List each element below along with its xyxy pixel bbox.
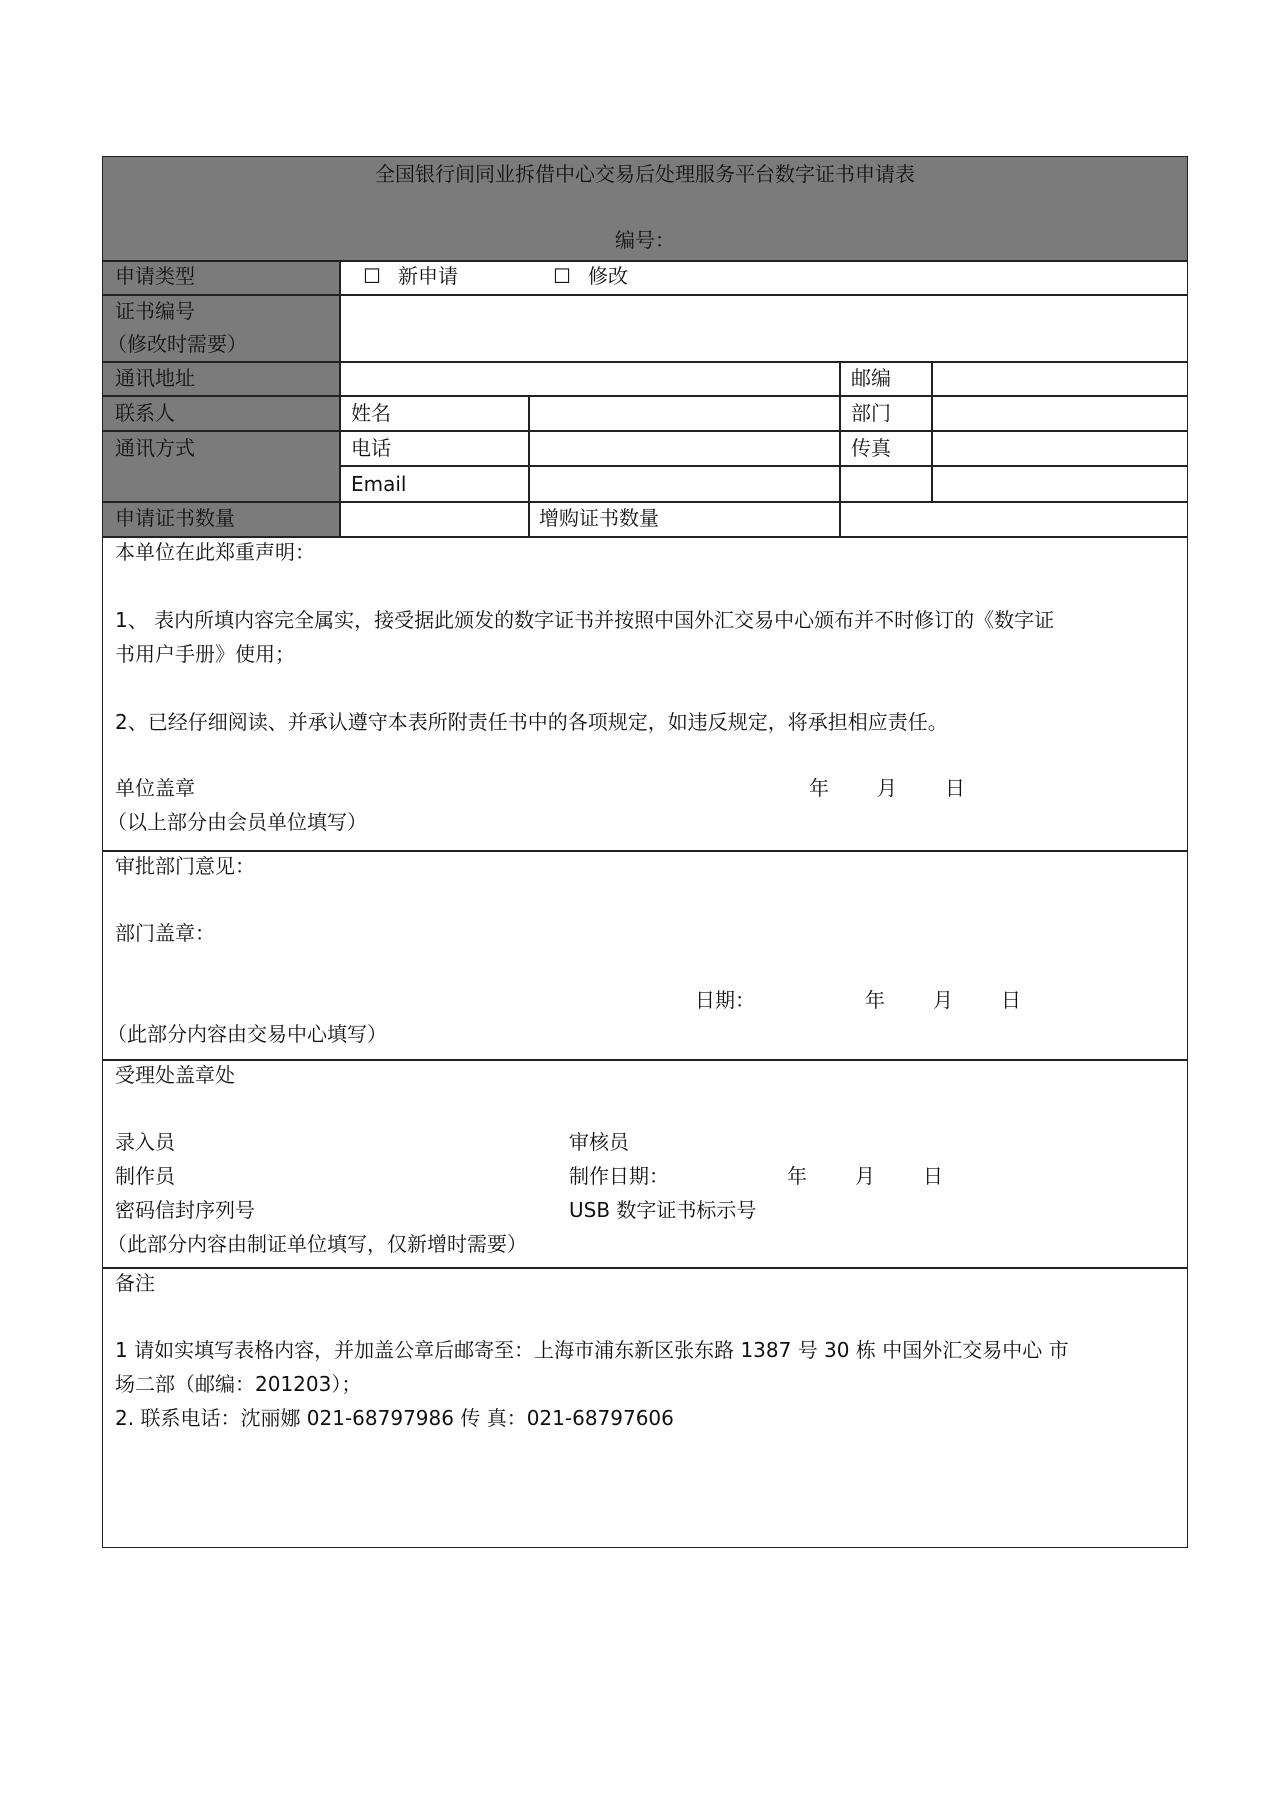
date-year: 年: [809, 776, 829, 800]
remarks-line-3: 2. 联系电话：沈丽娜 021-68797986 传 真：021-68797606: [115, 1406, 674, 1430]
remarks-line-2: 场二部（邮编：201203）；: [115, 1372, 362, 1396]
postcode-label: 邮编: [851, 366, 891, 390]
form-title: 全国银行间同业拆借中心交易后处理服务平台数字证书申请表: [375, 162, 915, 186]
row-divider: [103, 260, 1187, 262]
additional-cert-count-label: 增购证书数量: [539, 506, 659, 530]
approval-date-label: 日期：: [695, 988, 755, 1012]
modify-option-label: 修改: [588, 264, 628, 288]
cert-number-label: 证书编号: [115, 299, 195, 323]
approval-date-day: 日: [1001, 988, 1021, 1012]
declaration-note: （以上部分由会员单位填写）: [107, 810, 367, 834]
approval-opinion-label: 审批部门意见：: [115, 854, 255, 878]
entry-clerk-label: 录入员: [115, 1130, 175, 1154]
declaration-item-1-line-1: 1、 表内所填内容完全属实，接受据此颁发的数字证书并按照中国外汇交易中心颁布并不时修订的《数字证: [115, 608, 1055, 632]
application-type-label: 申请类型: [115, 264, 195, 288]
address-label: 通讯地址: [115, 366, 195, 390]
email-label: Email: [351, 472, 407, 496]
date-day: 日: [945, 776, 965, 800]
section-divider: [103, 850, 1187, 852]
phone-label: 电话: [351, 436, 391, 460]
reviewer-label: 审核员: [569, 1130, 629, 1154]
processing-title: 受理处盖章处: [115, 1063, 235, 1087]
remarks-line-1: 1 请如实填写表格内容，并加盖公章后邮寄至：上海市浦东新区张东路 1387 号 30 栋 中国外汇交易中心 市: [115, 1338, 1069, 1362]
unit-seal-label: 单位盖章: [115, 776, 195, 800]
usb-id-label: USB 数字证书标示号: [569, 1198, 757, 1222]
postcode-input[interactable]: [933, 363, 1187, 394]
department-seal-label: 部门盖章：: [115, 921, 215, 945]
remarks-title: 备注: [115, 1271, 155, 1295]
declaration-item-1-line-2: 书用户手册》使用；: [115, 642, 295, 666]
name-label: 姓名: [351, 401, 391, 425]
contact-label: 联系人: [115, 401, 175, 425]
cert-number-note: （修改时需要）: [107, 332, 247, 356]
cert-count-label: 申请证书数量: [115, 506, 235, 530]
address-input[interactable]: [341, 363, 838, 394]
processing-note: （此部分内容由制证单位填写，仅新增时需要）: [107, 1232, 527, 1256]
fax-label: 传真: [851, 436, 891, 460]
declaration-item-2: 2、已经仔细阅读、并承认遵守本表所附责任书中的各项规定，如违反规定，将承担相应责任。: [115, 710, 948, 734]
form-number-label: 编号：: [615, 228, 675, 252]
envelope-serial-label: 密码信封序列号: [115, 1198, 255, 1222]
make-date-month: 月: [855, 1164, 875, 1188]
row-divider: [103, 536, 1187, 538]
section-divider: [103, 1059, 1187, 1061]
cert-number-input[interactable]: [341, 296, 1187, 360]
fax-input[interactable]: [933, 432, 1187, 464]
name-input[interactable]: [530, 397, 838, 429]
department-input[interactable]: [933, 397, 1187, 429]
date-month: 月: [877, 776, 897, 800]
approval-date-month: 月: [933, 988, 953, 1012]
email-input[interactable]: [530, 467, 838, 500]
make-date-label: 制作日期：: [569, 1164, 669, 1188]
modify-checkbox[interactable]: ☐: [553, 264, 571, 288]
approval-note: （此部分内容由交易中心填写）: [107, 1022, 387, 1046]
declaration-intro: 本单位在此郑重声明：: [115, 540, 315, 564]
section-divider: [103, 1267, 1187, 1269]
application-form: [102, 156, 1188, 1548]
phone-input[interactable]: [530, 432, 838, 464]
communication-label: 通讯方式: [115, 436, 195, 460]
cert-count-input[interactable]: [341, 503, 527, 535]
new-application-checkbox[interactable]: ☐: [363, 264, 381, 288]
additional-cert-count-input[interactable]: [841, 503, 1187, 535]
approval-date-year: 年: [865, 988, 885, 1012]
maker-label: 制作员: [115, 1164, 175, 1188]
new-application-option-label: 新申请: [398, 264, 458, 288]
department-label: 部门: [851, 401, 891, 425]
make-date-day: 日: [923, 1164, 943, 1188]
make-date-year: 年: [787, 1164, 807, 1188]
